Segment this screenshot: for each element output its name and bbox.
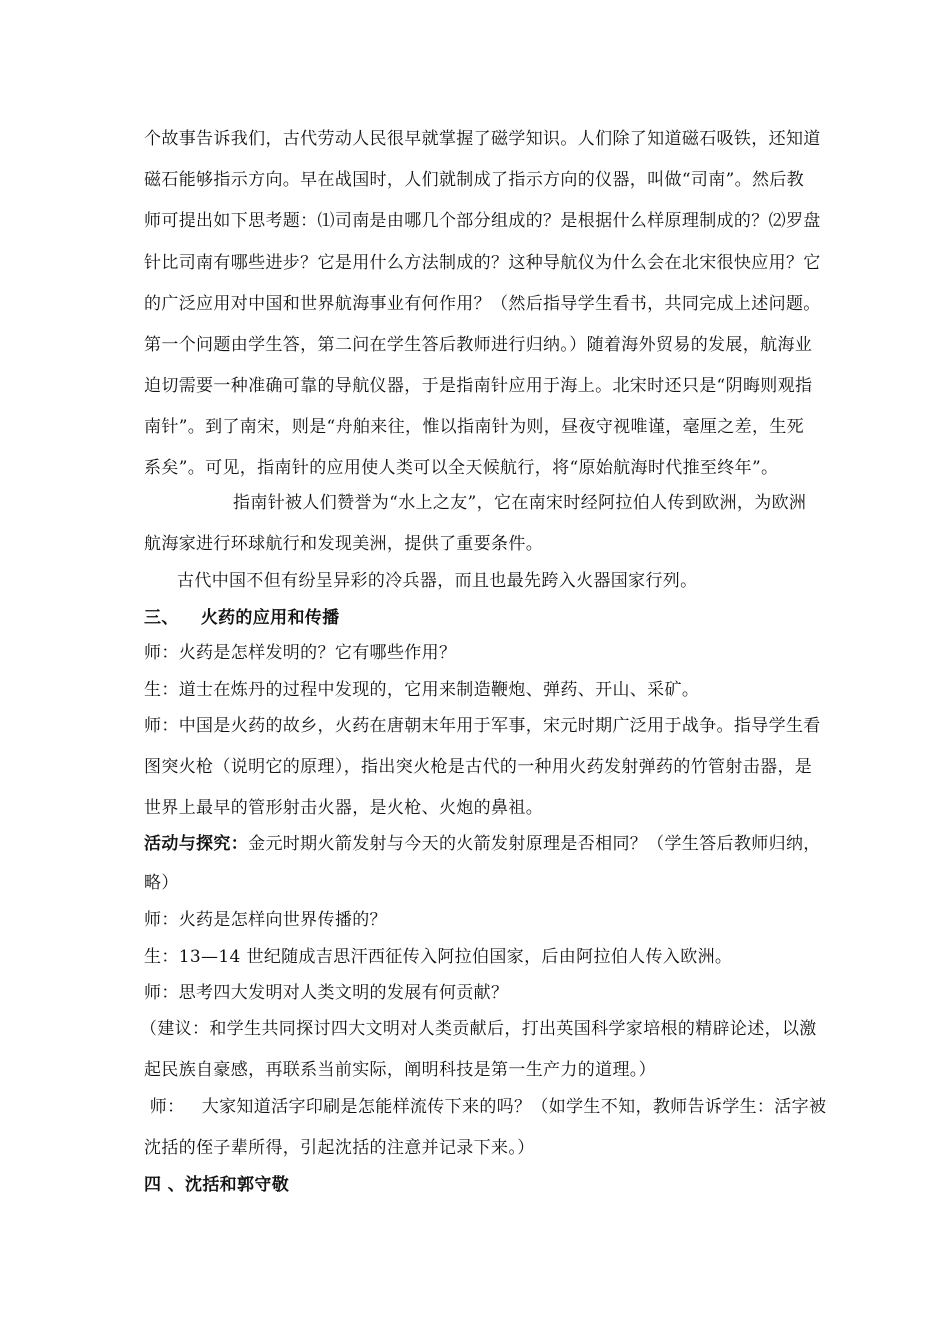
activity-tail: 略） [144, 873, 179, 893]
paragraph-line: 系矣”。可见，指南针的应用使人类可以全天候航行，将“原始航海时代推至终年”。 [144, 458, 779, 478]
paragraph-line: 的广泛应用对中国和世界航海事业有何作用？（然后指导学生看书，共同完成上述问题。 [144, 294, 821, 314]
student-answer: 生：13—14 世纪随成吉思汗西征传入阿拉伯国家，后由阿拉伯人传入欧洲。 [144, 947, 733, 967]
paragraph-line: 航海家进行环球航行和发现美洲，提供了重要条件。 [144, 534, 544, 554]
paragraph-line: 南针”。到了南宋，则是“舟舶来往，惟以指南针为则，昼夜守视唯谨，毫厘之差，生死 [144, 417, 805, 437]
section-heading [144, 607, 824, 629]
teacher-question-line: 沈括的侄子辈所得，引起沈括的注意并记录下来。） [144, 1138, 535, 1158]
teacher-question: 师：思考四大发明对人类文明的发展有何贡献？ [144, 983, 509, 1003]
paragraph-line: 第一个问题由学生答，第二问在学生答后教师进行归纳。）随着海外贸易的发展，航海业 [144, 335, 813, 355]
suggestion-line: 起民族自豪感，再联系当前实际，阐明科技是第一生产力的道理。） [144, 1060, 656, 1080]
teacher-explanation-line: 世界上最早的管形射击火器，是火枪、火炮的鼻祖。 [144, 798, 544, 818]
paragraph-line: 师可提出如下思考题：⑴司南是由哪几个部分组成的？是根据什么样原理制成的？⑵罗盘 [144, 211, 821, 231]
teacher-question: 师：火药是怎样发明的？它有哪些作用？ [144, 643, 457, 663]
paragraph-line: 指南针被人们赞誉为“水上之友”，它在南宋时经阿拉伯人传到欧洲，为欧洲 [233, 493, 807, 513]
paragraph-line: 个故事告诉我们，古代劳动人民很早就掌握了磁学知识。人们除了知道磁石吸铁，还知道 [144, 129, 821, 149]
activity-text: 金元时期火箭发射与今天的火箭发射原理是否相同？（学生答后教师归纳， [248, 834, 821, 854]
paragraph-line: 针比司南有哪些进步？它是用什么方法制成的？这种导航仪为什么会在北宋很快应用？它 [144, 253, 821, 273]
section-title: 火药的应用和传播 [200, 608, 340, 628]
paragraph-line: 古代中国不但有纷呈异彩的冷兵器，而且也最先跨入火器国家行列。 [177, 571, 698, 591]
teacher-question-line: 师： 大家知道活字印刷是怎能样流传下来的吗？（如学生不知，教师告诉学生：活字被 [144, 1097, 827, 1117]
student-answer: 生：道士在炼丹的过程中发现的，它用来制造鞭炮、弹药、开山、采矿。 [144, 680, 700, 700]
paragraph-line: 磁石能够指示方向。早在战国时，人们就制成了指示方向的仪器，叫做“司南”。然后教 [144, 170, 805, 190]
section-heading: 四 、沈括和郭守敬 [144, 1175, 290, 1195]
activity-line [144, 833, 824, 855]
teacher-explanation-line: 师：中国是火药的故乡，火药在唐朝末年用于军事，宋元时期广泛用于战争。指导学生看 [144, 716, 821, 736]
suggestion-line: （建议：和学生共同探讨四大文明对人类贡献后，打出英国科学家培根的精辟论述，以激 [140, 1019, 817, 1039]
teacher-explanation-line: 图突火枪（说明它的原理），指出突火枪是古代的一种用火药发射弹药的竹管射击器，是 [144, 757, 813, 777]
section-number: 三、 [144, 608, 179, 628]
activity-label: 活动与探究： [144, 834, 249, 854]
paragraph-line: 迫切需要一种准确可靠的导航仪器，于是指南针应用于海上。北宋时还只是“阴晦则观指 [144, 376, 813, 396]
teacher-question: 师：火药是怎样向世界传播的？ [144, 910, 387, 930]
